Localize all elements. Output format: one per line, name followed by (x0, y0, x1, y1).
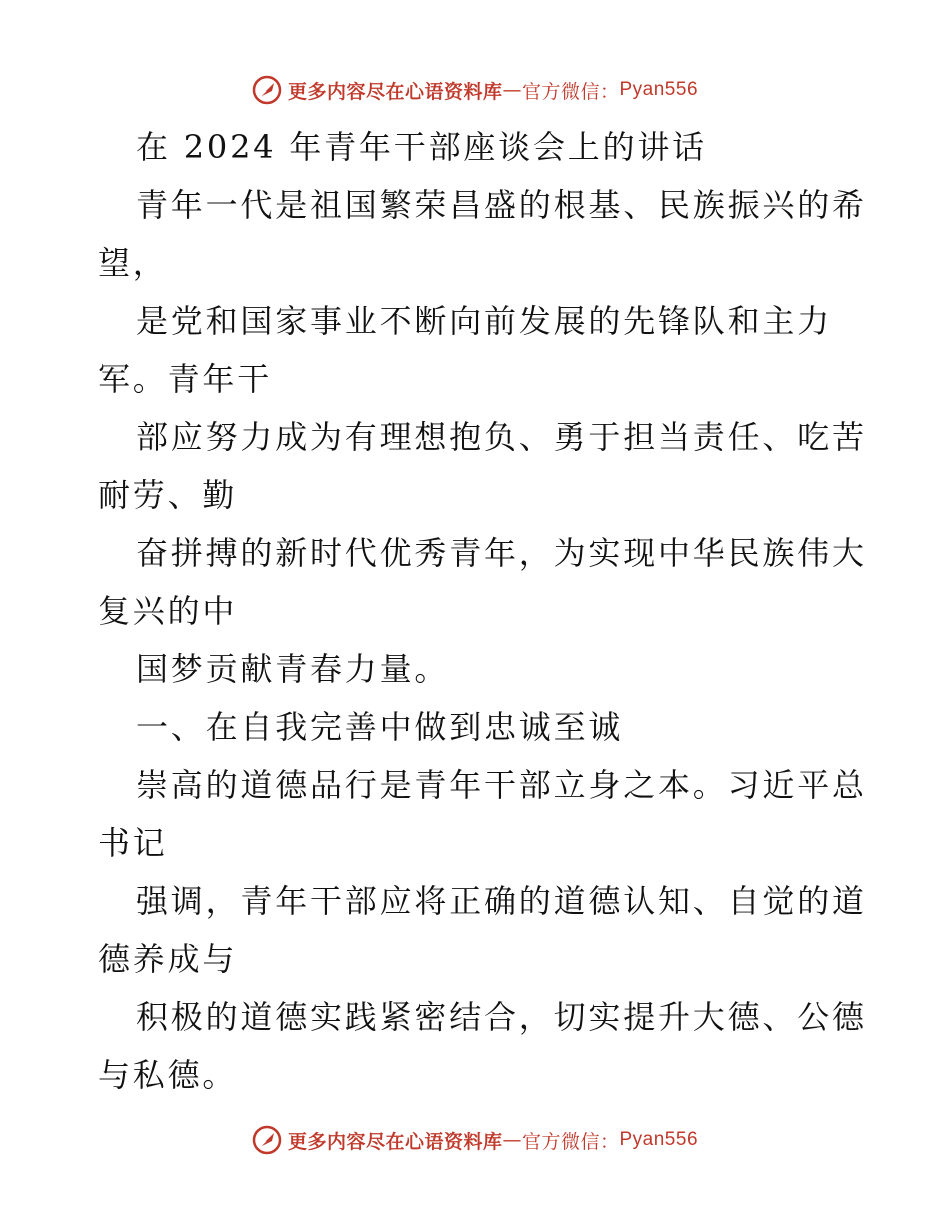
text-line: 崇高的道德品行是青年干部立身之本。习近平总 (136, 766, 867, 804)
text-line: 奋拼搏的新时代优秀青年，为实现中华民族伟大 (136, 534, 867, 572)
text-line: 与私德。 (98, 1056, 238, 1094)
text-line: 部应努力成为有理想抱负、勇于担当责任、吃苦 (136, 418, 867, 456)
text-line: 强调，青年干部应将正确的道德认知、自觉的道 (136, 882, 867, 920)
watermark-brand: 更多内容尽在心语资料库 (287, 1130, 503, 1153)
text-line: 复兴的中 (98, 592, 238, 630)
text-line: 德养成与 (98, 940, 238, 978)
text-line: 青年一代是祖国繁荣昌盛的根基、民族振兴的希 (136, 186, 867, 224)
quill-logo-icon (252, 1125, 282, 1155)
watermark-contact-label: 官方微信： (521, 80, 620, 103)
watermark-contact-label: 官方微信： (521, 1130, 620, 1153)
watermark-wechat-id: Pyan556 (619, 79, 699, 100)
watermark-dash: — (502, 1129, 522, 1151)
text-line: 军。青年干 (98, 360, 273, 398)
text-line: 一、在自我完善中做到忠诚至诚 (136, 708, 624, 746)
watermark-dash: — (502, 79, 522, 101)
text-line: 国梦贡献青春力量。 (136, 650, 450, 688)
footer-watermark (0, 1120, 950, 1160)
text-line: 在 2024 年青年干部座谈会上的讲话 (136, 128, 707, 166)
text-line: 积极的道德实践紧密结合，切实提升大德、公德 (136, 998, 867, 1036)
text-line: 书记 (98, 824, 168, 862)
text-line: 望， (98, 244, 168, 282)
quill-logo-icon (252, 75, 282, 105)
watermark-brand: 更多内容尽在心语资料库 (287, 80, 503, 103)
watermark-wechat-id: Pyan556 (619, 1129, 699, 1150)
document-body (98, 118, 867, 1104)
header-watermark (0, 70, 950, 110)
text-line: 耐劳、勤 (98, 476, 238, 514)
text-line: 是党和国家事业不断向前发展的先锋队和主力 (136, 302, 833, 340)
